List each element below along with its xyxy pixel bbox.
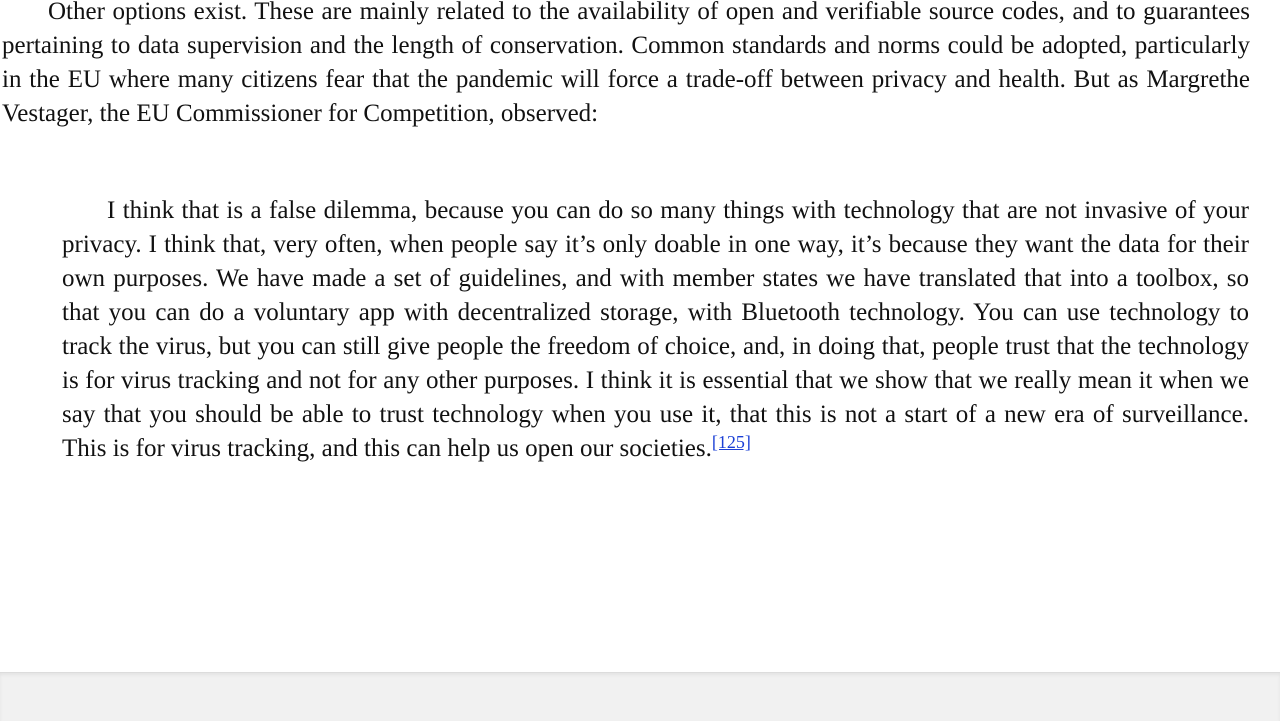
- body-paragraph: Other options exist. These are mainly related to the availability of open and verifiable source codes, and to guarantees pertaining to data supervision and the length of conservation. Common standards and norms could be adopted, particularly in the EU where many citizens fear that the pandemic will force a trade-off between privacy and health. But as Margrethe Vestager, the EU Commissioner for Competition, observed:: [2, 0, 1250, 127]
- block-quote-text: I think that is a false dilemma, because you can do so many things with technology that are not invasive of your privacy. I think that, very often, when people say it’s only doable in one way, it’s because they want the data for their own purposes. We have made a set of guidelines, and with member states we have translated that into a toolbox, so that you can do a voluntary app with decentralized storage, with Bluetooth technology. You can use technology to track the virus, but you can still give people the freedom of choice, and, in doing that, people trust that the technology is for virus tracking and not for any other purposes. I think it is essential that we show that we really mean it when we say that you should be able to trust technology when you use it, that this is not a start of a new era of surveillance. This is for virus tracking, and this can help us open our societies.: [62, 197, 1249, 462]
- page-separator: [0, 672, 1280, 721]
- block-quote: [62, 194, 1249, 466]
- footnote-link[interactable]: [125]: [711, 432, 751, 452]
